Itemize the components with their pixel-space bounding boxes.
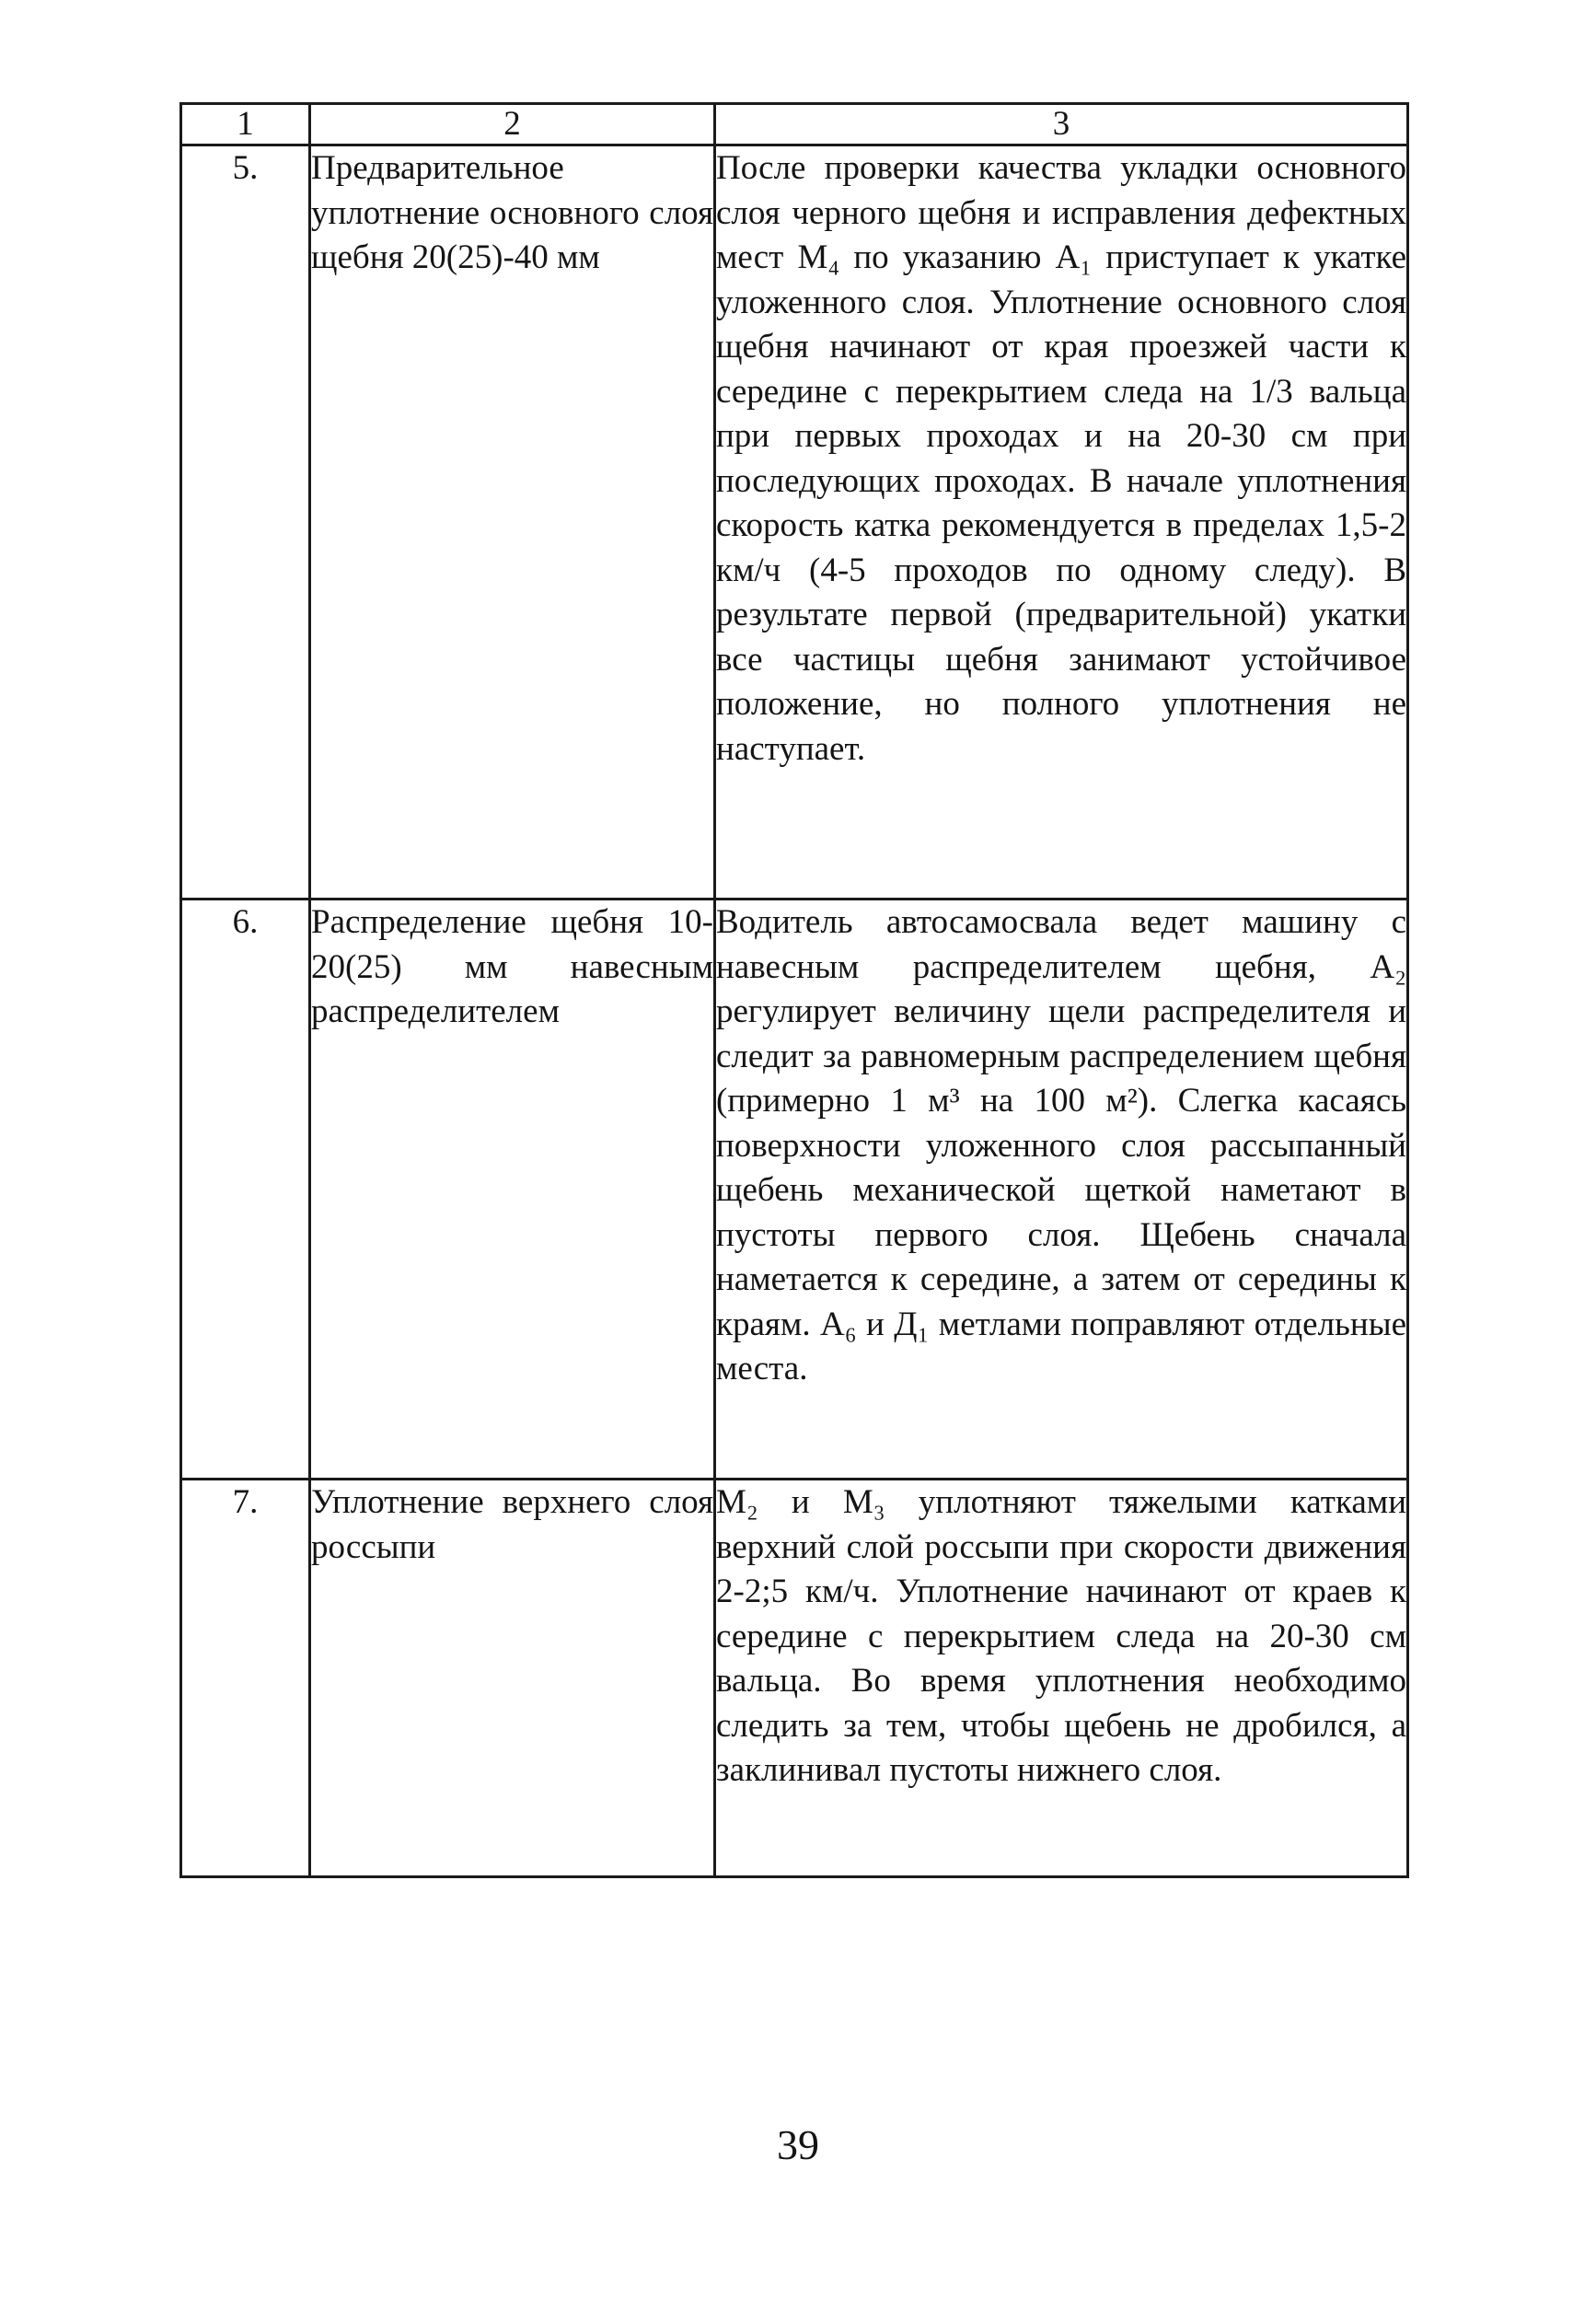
row-number: 6. bbox=[181, 900, 310, 1480]
operation-name: Предварительное уплотнение основного слоя щебня 20(25)-40 мм bbox=[310, 145, 715, 900]
operation-description: М₂ и М₃ уплотняют тяжелыми катками верхний слой россыпи при скорости движения 2-2;5 км/ч. Уплотнение начинают от краев к середине с перекрытием следа на 20-30 см вальца. Во время уплотнения необходимо следить за тем, чтобы щебень не дробился, а заклинивал пустоты нижнего слоя. bbox=[715, 1480, 1408, 1877]
table-header-row bbox=[181, 104, 1408, 145]
table-row bbox=[181, 900, 1408, 1480]
operation-name: Уплотнение верхнего слоя россыпи bbox=[310, 1480, 715, 1877]
table-row bbox=[181, 1480, 1408, 1877]
column-header-1: 1 bbox=[181, 104, 310, 145]
table-row bbox=[181, 145, 1408, 900]
operation-name: Распределение щебня 10-20(25) мм навесным распределителем bbox=[310, 900, 715, 1480]
column-header-3: 3 bbox=[715, 104, 1408, 145]
row-number: 5. bbox=[181, 145, 310, 900]
row-number: 7. bbox=[181, 1480, 310, 1877]
operation-description: После проверки качества укладки основного слоя черного щебня и исправления дефектных мест М₄ по указанию А₁ приступает к укатке уложенного слоя. Уплотнение основного слоя щебня начинают от края проезжей части к середине с перекрытием следа на 1/3 вальца при первых проходах и на 20-30 см при последующих проходах. В начале уплотнения скорость катка рекомендуется в пределах 1,5-2 км/ч (4-5 проходов по одному следу). В результате первой (предварительной) укатки все частицы щебня занимают устойчивое положение, но полного уплотнения не наступает. bbox=[715, 145, 1408, 900]
column-header-2: 2 bbox=[310, 104, 715, 145]
page-number: 39 bbox=[777, 2121, 819, 2168]
technology-table bbox=[179, 102, 1409, 1878]
operation-description: Водитель автосамосвала ведет машину с навесным распределителем щебня, А₂ регулирует величину щели распределителя и следит за равномерным распределением щебня (примерно 1 м³ на 100 м²). Слегка касаясь поверхности уложенного слоя рассыпанный щебень механической щеткой наметают в пустоты первого слоя. Щебень сначала наметается к середине, а затем от середины к краям. А₆ и Д₁ метлами поправляют отдельные места. bbox=[715, 900, 1408, 1480]
